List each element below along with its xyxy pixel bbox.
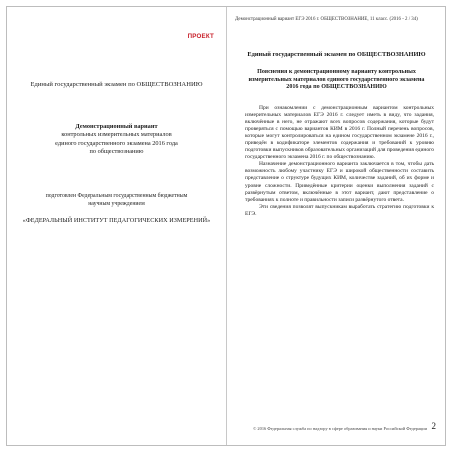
body-text xyxy=(245,105,434,218)
exam-line: Единый государственный экзамен по ОБЩЕСТВОЗНАНИЮ xyxy=(30,81,203,88)
explanation-heading xyxy=(239,69,434,92)
copyright-footer: © 2016 Федеральная служба по надзору в сфере образования и науки Российской Федерации xyxy=(253,426,427,431)
document-spread xyxy=(6,6,446,446)
paragraph: Назначение демонстрационного варианта заключается в том, чтобы дать возможность любому участнику ЕГЭ и широкой общественности составить представление о структуре будущих КИМ, количестве заданий, об их форме и уровне сложности. Приведённые критерии оценки выполнения заданий с развёрнутым ответом, включённые в этот вариант, дают представление о требованиях к полноте и правильности записи развёрнутого ответа. xyxy=(245,161,434,203)
heading-line: Пояснения к демонстрационному варианту контрольных xyxy=(257,69,416,75)
paragraph: Эти сведения позволят выпускникам выработать стратегию подготовки к ЕГЭ. xyxy=(245,203,434,217)
prepared-by-block xyxy=(17,193,216,208)
demo-title: Демонстрационный вариант xyxy=(75,123,158,130)
prepared-line: подготовлен Федеральным государственным бюджетным xyxy=(45,193,188,199)
demo-block xyxy=(17,123,216,156)
prepared-line: научным учреждением xyxy=(88,200,145,207)
page-number: 2 xyxy=(431,421,436,431)
draft-stamp: ПРОЕКТ xyxy=(187,33,214,40)
paragraph: При ознакомлении с демонстрационным вариантом контрольных измерительных материалов ЕГЭ 2016 г. следует иметь в виду, что задания, включённые в него, не отражают всех вопросов содержания, которые будут проверяться с помощью вариантов КИМ в 2016 г. Полный перечень вопросов, которые могут контролироваться на едином государственном экзамене 2016 г., приведён в кодификаторе элементов содержания и требований к уровню подготовки выпускников образовательных организаций для проведения единого государственного экзамена 2016 г. по обществознанию. xyxy=(245,105,434,161)
title-page xyxy=(7,7,226,445)
page-title: Единый государственный экзамен по ОБЩЕСТВОЗНАНИЮ xyxy=(247,51,426,58)
heading-line: 2016 года по ОБЩЕСТВОЗНАНИЮ xyxy=(286,84,387,91)
institute-name: «ФЕДЕРАЛЬНЫЙ ИНСТИТУТ ПЕДАГОГИЧЕСКИХ ИЗМЕРЕНИЙ» xyxy=(22,217,211,224)
demo-line: по обществознанию xyxy=(89,147,144,155)
demo-line: контрольных измерительных материалов xyxy=(61,131,172,139)
demo-line: единого государственного экзамена 2016 года xyxy=(55,139,178,147)
heading-line: измерительных материалов единого государственного экзамена xyxy=(248,76,425,83)
running-header: Демонстрационный вариант ЕГЭ 2016 г. ОБЩЕСТВОЗНАНИЕ, 11 класс. (2016 - 2 / 34) xyxy=(235,17,418,22)
explanation-page xyxy=(227,7,446,445)
